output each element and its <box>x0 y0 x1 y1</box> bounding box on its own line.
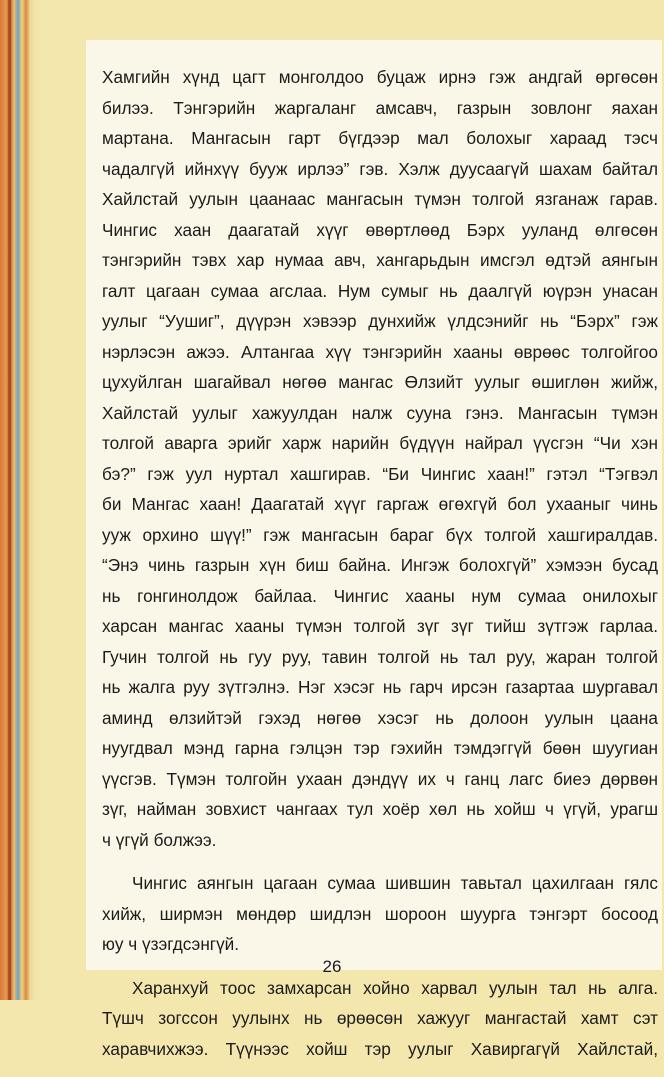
text-line: нь гонгинолдож байлаа. Чингис хааны нум сумаа онилохыг <box>102 585 658 606</box>
text-line: харавчихжээ. Түүнээс хойш тэр уулыг Хавиргагүй Хайлстай, <box>102 1038 658 1059</box>
text-line: цухуйлган шагайвал нөгөө мангас Өлзийт уулыг өшиглөн жийж, <box>102 372 658 392</box>
text-line: харсан мангас хааны түмэн толгой зүг зүг тийш зүтгэж гарлаа. <box>102 616 658 636</box>
paragraph <box>102 973 658 1065</box>
body-text <box>102 62 658 1077</box>
text-line: ч үгүй болжээ. <box>102 829 217 850</box>
text-line: ууж орхино шүү!” гэж мангасын бараг бүх толгой хашгиралдав. <box>102 524 658 545</box>
text-line: зүг, найман зовхист чангаах тул хоёр хөл нь хойш ч үгүй, урагш <box>102 799 658 819</box>
text-line: би Мангас хаан! Даагатай хүүг гаргаж өгөхгүй бол ухааныг чинь <box>102 494 658 514</box>
paragraph <box>102 868 658 960</box>
text-line: Хайлстай уулыг хажуулдан налж сууна гэнэ. Мангасын түмэн <box>102 402 658 423</box>
text-line: тэнгэрийн тэвх хар нумаа авч, хангарьдын имсгэл өдтэй аянгын <box>102 250 658 270</box>
text-line: “Энэ чинь газрын хүн биш байна. Ингэж болохгүй” хэмээн бусад <box>102 555 658 575</box>
text-line: билээ. Тэнгэрийн жаргаланг амсавч, газрын зовлонг яахан <box>102 97 658 118</box>
paragraph <box>102 62 658 855</box>
text-line: Чингис аянгын цагаан сумаа шившин тавьтал цахилгаан гялс <box>132 873 658 893</box>
text-line: мартана. Мангасын гарт бүгдээр мал болохыг хараад тэсч <box>102 128 658 148</box>
text-line: үүсгэв. Түмэн толгойн ухаан дэндүү их ч ганц лагс биеэ дөрвөн <box>102 768 658 789</box>
book-page-edges <box>0 0 40 1000</box>
text-line: Гучин толгой нь гуу руу, тавин толгой нь тал руу, жаран толгой <box>102 646 658 667</box>
text-line: нэрлэсэн ажээ. Алтангаа хүү тэнгэрийн хааны өврөөс толгойгоо <box>102 341 658 362</box>
text-line: Хайлстай уулын цаанаас мангасын түмэн толгой язганаж гарав. <box>102 189 658 209</box>
text-line: бэ?” гэж уул нуртал хашгирав. “Би Чингис хаан!” гэтэл “Тэгвэл <box>102 463 658 484</box>
page-number: 26 <box>322 957 342 976</box>
text-line: чадалгүй ийнхүү бууж ирлээ” гэв. Хэлж дуусаагүй шахам байтал <box>102 158 658 179</box>
text-line: аминд өлзийтэй гэхэд нөгөө хэсэг нь долоон уулын цаана <box>102 707 658 728</box>
text-line: уулыг “Уушиг”, дүүрэн хэвээр дунхийж үлдсэнийг нь “Бэрх” гэж <box>102 311 658 331</box>
text-line: юу ч үзэгдсэнгүй. <box>102 934 240 954</box>
text-line: хийж, ширмэн мөндөр шидлэн шороон шуурга тэнгэрт босоод <box>102 903 658 924</box>
text-line: Түшч зогссон уулынх нь өрөөсөн хажууг мангастай хамт сэт <box>102 1008 658 1028</box>
text-line: нь жалга руу зүтгэлнэ. Нэг хэсэг нь гарч ирсэн газартаа шургавал <box>102 677 658 697</box>
text-line: толгой аварга эрийг харж нарийн бүдүүн найрал үүсгэн “Чи хэн <box>102 433 658 453</box>
text-line: нуугдвал мэнд гарна гэлцэн тэр гэхийн тэмдэггүй бөөн шуугиан <box>102 738 658 758</box>
text-line: Харанхуй тоос замхарсан хойно харвал уулын тал нь алга. <box>132 977 658 998</box>
text-line: Хамгийн хүнд цагт монголдоо буцаж ирнэ гэж андгай өргөсөн <box>102 67 658 87</box>
text-line: галт цагаан сумаа агслаа. Нум сумыг нь даалгүй юүрэн унасан <box>102 280 658 301</box>
text-line: Чингис хаан даагатай хүүг өвөртлөөд Бэрх ууланд өлгөсөн <box>102 219 658 240</box>
